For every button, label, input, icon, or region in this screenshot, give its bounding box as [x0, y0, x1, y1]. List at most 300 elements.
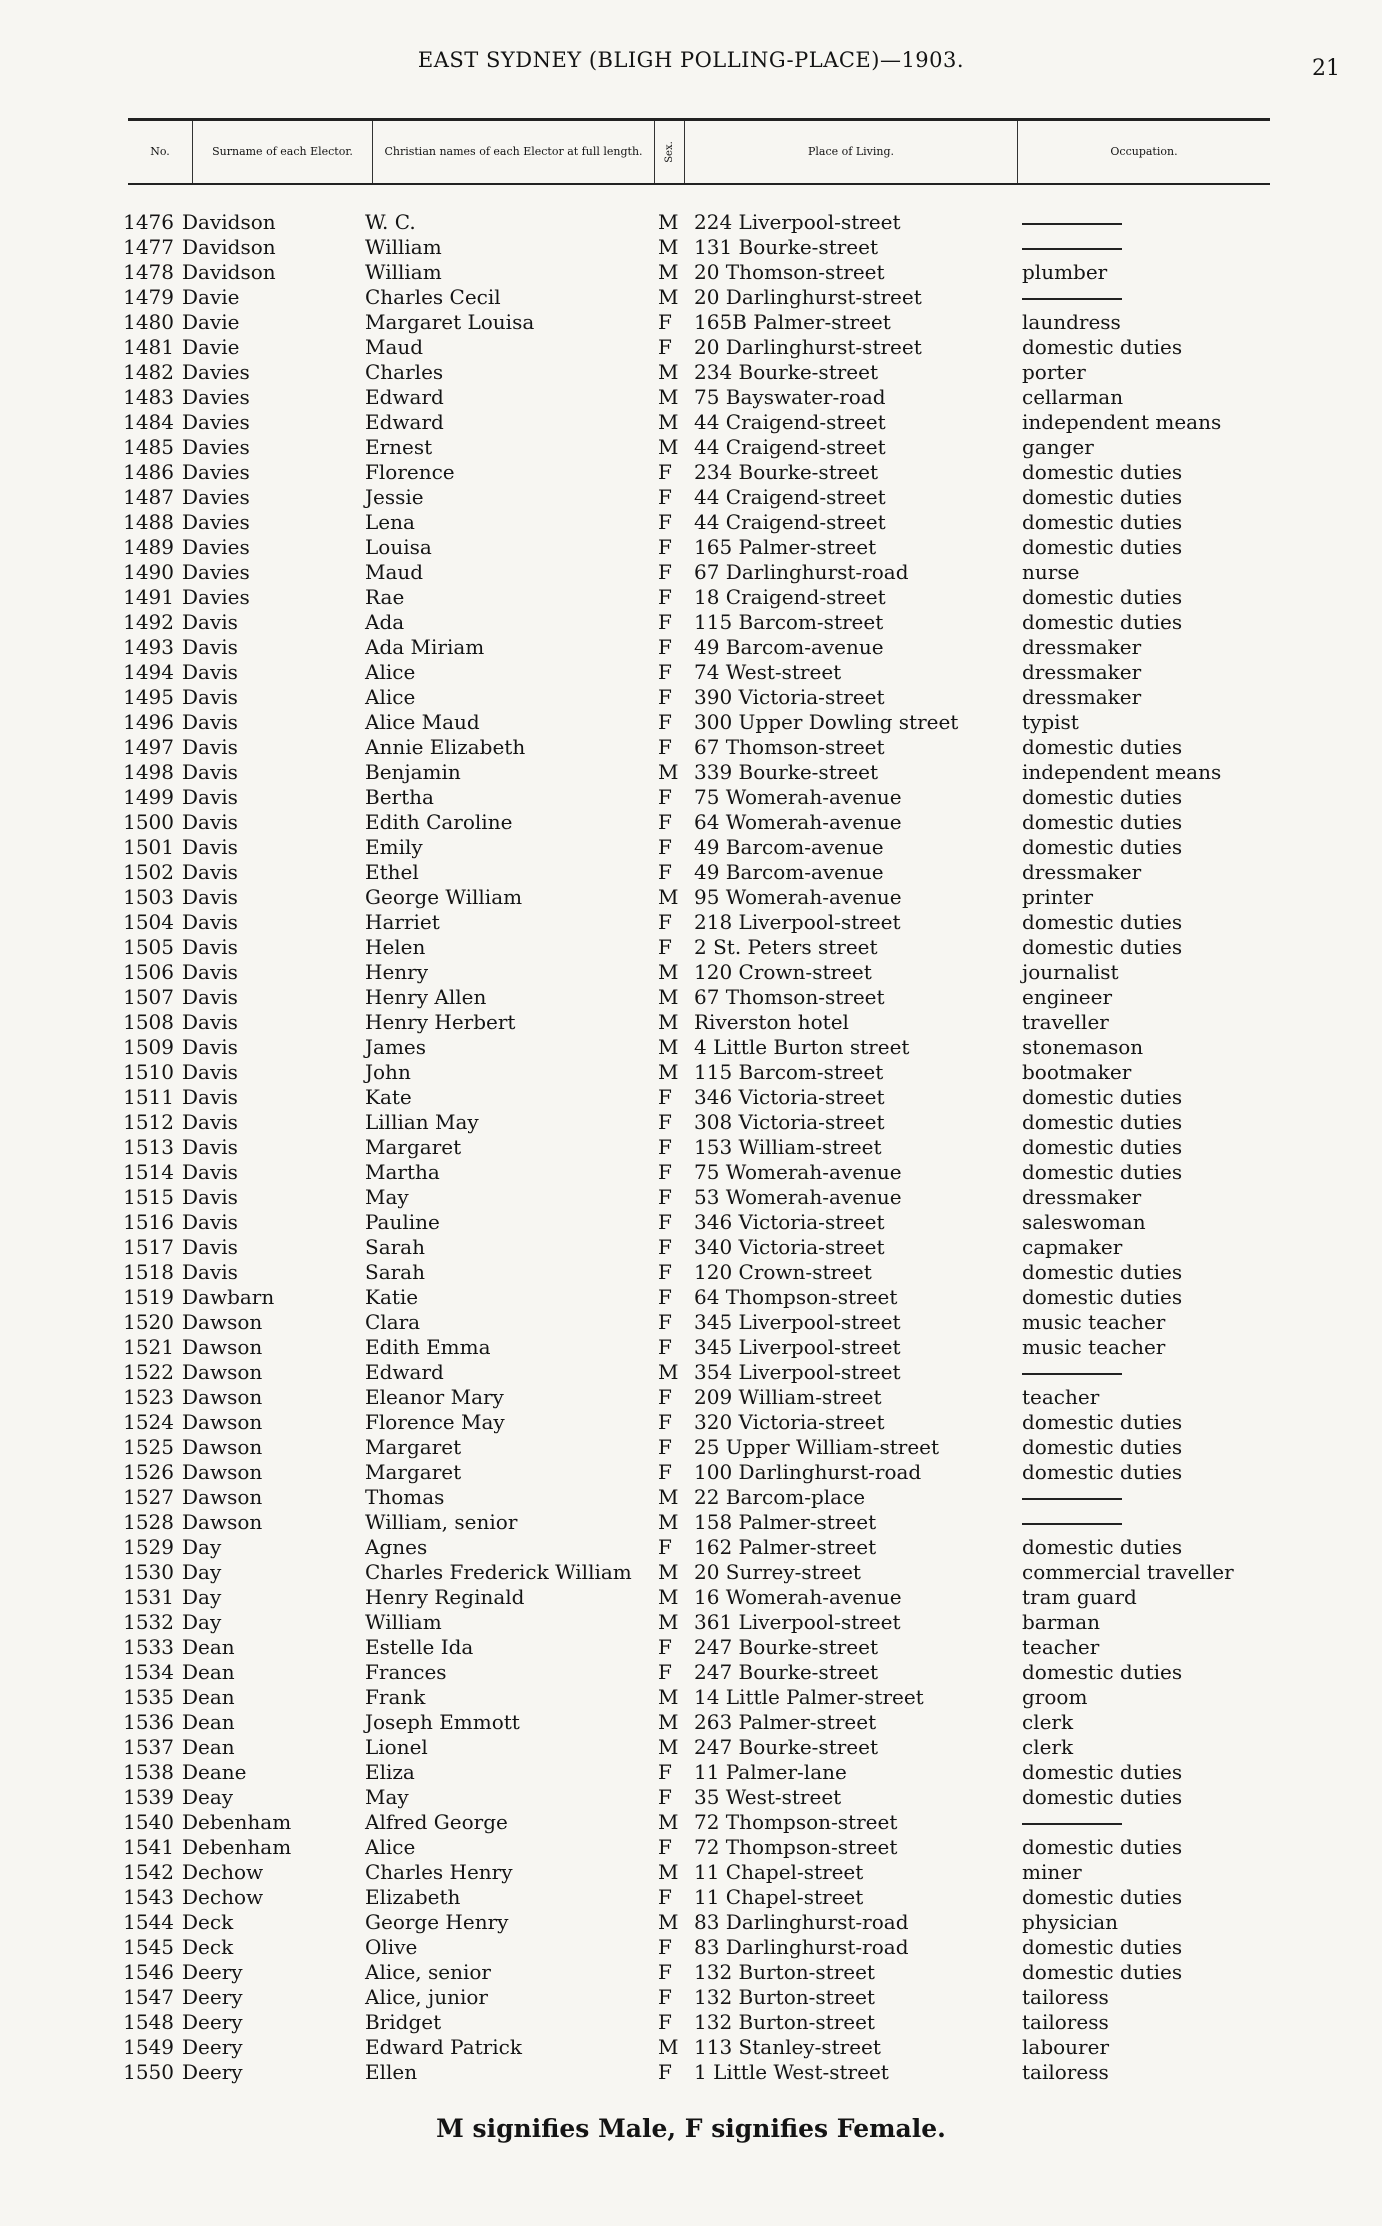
elector-place: 361 Liverpool-street [694, 1610, 901, 1634]
elector-sex: M [658, 985, 679, 1009]
elector-surname: Davis [182, 735, 238, 759]
elector-occupation: tailoress [1022, 1985, 1109, 2009]
elector-christian-names: W. C. [365, 210, 416, 234]
table-row [0, 285, 1382, 310]
elector-sex: F [658, 1985, 672, 2009]
blank-occupation-rule [1022, 1373, 1122, 1375]
elector-place: 4 Little Burton street [694, 1035, 910, 1059]
elector-place: 22 Barcom-place [694, 1485, 866, 1509]
elector-surname: Davis [182, 935, 238, 959]
elector-surname: Dawbarn [182, 1285, 275, 1309]
table-row [0, 935, 1382, 960]
table-row [0, 2060, 1382, 2085]
table-row [0, 1860, 1382, 1885]
elector-sex: M [658, 1735, 679, 1759]
elector-number: 1494 [123, 660, 174, 684]
elector-place: 67 Thomson-street [694, 985, 885, 1009]
elector-sex: F [658, 1885, 672, 1909]
elector-surname: Dawson [182, 1335, 263, 1359]
elector-occupation: barman [1022, 1610, 1101, 1634]
table-row [0, 610, 1382, 635]
elector-surname: Davis [182, 710, 238, 734]
elector-surname: Davis [182, 810, 238, 834]
elector-christian-names: Agnes [365, 1535, 428, 1559]
table-row [0, 1960, 1382, 1985]
elector-number: 1510 [123, 1060, 174, 1084]
elector-place: 247 Bourke-street [694, 1635, 878, 1659]
elector-number: 1511 [123, 1085, 174, 1109]
table-row [0, 485, 1382, 510]
elector-place: 131 Bourke-street [694, 235, 878, 259]
elector-surname: Davis [182, 960, 238, 984]
table-row [0, 1885, 1382, 1910]
elector-christian-names: Charles Cecil [365, 285, 501, 309]
elector-number: 1485 [123, 435, 174, 459]
elector-sex: F [658, 535, 672, 559]
elector-surname: Dechow [182, 1885, 264, 1909]
elector-occupation: domestic duties [1022, 1110, 1183, 1134]
table-row [0, 1810, 1382, 1835]
elector-surname: Dawson [182, 1310, 263, 1334]
elector-number: 1531 [123, 1585, 174, 1609]
elector-place: 300 Upper Dowling street [694, 710, 959, 734]
elector-surname: Davis [182, 1085, 238, 1109]
elector-number: 1503 [123, 885, 174, 909]
elector-sex: F [658, 1460, 672, 1484]
elector-christian-names: Maud [365, 560, 424, 584]
elector-christian-names: Sarah [365, 1235, 425, 1259]
table-row [0, 985, 1382, 1010]
elector-number: 1480 [123, 310, 174, 334]
elector-place: 53 Womerah-avenue [694, 1185, 902, 1209]
elector-christian-names: William [365, 235, 442, 259]
elector-sex: M [658, 260, 679, 284]
elector-occupation: dressmaker [1022, 635, 1142, 659]
elector-occupation: domestic duties [1022, 585, 1183, 609]
elector-sex: F [658, 1285, 672, 1309]
elector-number: 1520 [123, 1310, 174, 1334]
elector-christian-names: Joseph Emmott [365, 1710, 520, 1734]
elector-sex: F [658, 1410, 672, 1434]
elector-surname: Davies [182, 460, 250, 484]
table-row [0, 435, 1382, 460]
table-row [0, 1710, 1382, 1735]
elector-christian-names: Katie [365, 1285, 419, 1309]
elector-place: 14 Little Palmer-street [694, 1685, 924, 1709]
elector-sex: M [658, 885, 679, 909]
elector-christian-names: Maud [365, 335, 424, 359]
table-row [0, 1210, 1382, 1235]
elector-christian-names: Margaret [365, 1435, 462, 1459]
elector-sex: F [658, 1960, 672, 1984]
elector-occupation: domestic duties [1022, 1460, 1183, 1484]
table-row [0, 1185, 1382, 1210]
elector-occupation: music teacher [1022, 1335, 1166, 1359]
table-row [0, 685, 1382, 710]
elector-place: 44 Craigend-street [694, 410, 886, 434]
elector-number: 1550 [123, 2060, 174, 2084]
table-row [0, 1660, 1382, 1685]
elector-place: 44 Craigend-street [694, 510, 886, 534]
elector-christian-names: Alice [365, 660, 416, 684]
header-surname: Surname of each Elector. [193, 121, 373, 183]
page-title: EAST SYDNEY (BLIGH POLLING-PLACE)—1903. [417, 48, 965, 72]
elector-number: 1484 [123, 410, 174, 434]
elector-surname: Dean [182, 1635, 235, 1659]
table-row [0, 1635, 1382, 1660]
elector-occupation: groom [1022, 1685, 1088, 1709]
elector-christian-names: Margaret [365, 1460, 462, 1484]
elector-occupation: domestic duties [1022, 510, 1183, 534]
table-row [0, 860, 1382, 885]
elector-place: 25 Upper William-street [694, 1435, 940, 1459]
elector-occupation: journalist [1022, 960, 1119, 984]
elector-place: 165B Palmer-street [694, 310, 891, 334]
elector-surname: Davies [182, 535, 250, 559]
blank-occupation-rule [1022, 1823, 1122, 1825]
elector-number: 1496 [123, 710, 174, 734]
table-row [0, 660, 1382, 685]
elector-sex: F [658, 1635, 672, 1659]
elector-surname: Davidson [182, 235, 276, 259]
elector-sex: F [658, 860, 672, 884]
elector-sex: M [658, 1685, 679, 1709]
elector-christian-names: Henry [365, 960, 429, 984]
elector-occupation: domestic duties [1022, 1660, 1183, 1684]
elector-surname: Deck [182, 1910, 234, 1934]
elector-surname: Davis [182, 1235, 238, 1259]
elector-number: 1481 [123, 335, 174, 359]
elector-surname: Davis [182, 885, 238, 909]
elector-number: 1504 [123, 910, 174, 934]
elector-place: 162 Palmer-street [694, 1535, 877, 1559]
table-row [0, 1060, 1382, 1085]
elector-number: 1518 [123, 1260, 174, 1284]
elector-occupation: clerk [1022, 1710, 1074, 1734]
table-row [0, 2010, 1382, 2035]
table-row [0, 510, 1382, 535]
table-row [0, 235, 1382, 260]
elector-occupation: miner [1022, 1860, 1082, 1884]
elector-place: 234 Bourke-street [694, 360, 878, 384]
table-row [0, 1910, 1382, 1935]
elector-number: 1535 [123, 1685, 174, 1709]
elector-surname: Dawson [182, 1485, 263, 1509]
elector-sex: M [658, 1485, 679, 1509]
elector-occupation: domestic duties [1022, 910, 1183, 934]
header-sex [655, 121, 685, 183]
elector-surname: Davis [182, 685, 238, 709]
elector-place: 158 Palmer-street [694, 1510, 877, 1534]
elector-occupation: domestic duties [1022, 835, 1183, 859]
elector-number: 1533 [123, 1635, 174, 1659]
elector-christian-names: Kate [365, 1085, 412, 1109]
elector-place: 346 Victoria-street [694, 1085, 885, 1109]
elector-christian-names: Edward Patrick [365, 2035, 522, 2059]
elector-surname: Dawson [182, 1360, 263, 1384]
elector-number: 1528 [123, 1510, 174, 1534]
elector-place: 339 Bourke-street [694, 760, 878, 784]
elector-number: 1527 [123, 1485, 174, 1509]
elector-occupation: domestic duties [1022, 1885, 1183, 1909]
elector-christian-names: Edward [365, 385, 444, 409]
elector-surname: Davis [182, 1185, 238, 1209]
elector-number: 1517 [123, 1235, 174, 1259]
elector-place: 44 Craigend-street [694, 485, 886, 509]
elector-occupation: domestic duties [1022, 1785, 1183, 1809]
elector-surname: Davies [182, 585, 250, 609]
elector-occupation: independent means [1022, 410, 1222, 434]
elector-place: 320 Victoria-street [694, 1410, 885, 1434]
elector-number: 1530 [123, 1560, 174, 1584]
elector-number: 1499 [123, 785, 174, 809]
elector-christian-names: Edward [365, 1360, 444, 1384]
elector-place: 20 Thomson-street [694, 260, 885, 284]
elector-sex: F [658, 910, 672, 934]
elector-place: 263 Palmer-street [694, 1710, 877, 1734]
elector-christian-names: William, senior [365, 1510, 518, 1534]
table-row [0, 1285, 1382, 1310]
elector-sex: F [658, 585, 672, 609]
elector-sex: F [658, 835, 672, 859]
elector-occupation: teacher [1022, 1635, 1100, 1659]
elector-sex: M [658, 760, 679, 784]
elector-sex: F [658, 1660, 672, 1684]
elector-sex: M [658, 1060, 679, 1084]
elector-surname: Dean [182, 1735, 235, 1759]
elector-surname: Deane [182, 1760, 247, 1784]
elector-number: 1526 [123, 1460, 174, 1484]
elector-surname: Davies [182, 560, 250, 584]
elector-surname: Deery [182, 2060, 243, 2084]
elector-christian-names: Jessie [365, 485, 424, 509]
elector-occupation: independent means [1022, 760, 1222, 784]
elector-number: 1542 [123, 1860, 174, 1884]
elector-christian-names: Edward [365, 410, 444, 434]
elector-surname: Davies [182, 410, 250, 434]
elector-christian-names: Alfred George [365, 1810, 508, 1834]
elector-occupation: domestic duties [1022, 1410, 1183, 1434]
table-row [0, 1410, 1382, 1435]
elector-sex: F [658, 1235, 672, 1259]
elector-number: 1545 [123, 1935, 174, 1959]
blank-occupation-rule [1022, 298, 1122, 300]
elector-occupation: commercial traveller [1022, 1560, 1234, 1584]
blank-occupation-rule [1022, 223, 1122, 225]
elector-occupation: teacher [1022, 1385, 1100, 1409]
elector-christian-names: Frances [365, 1660, 447, 1684]
elector-sex: F [658, 1260, 672, 1284]
elector-number: 1529 [123, 1535, 174, 1559]
elector-occupation: tram guard [1022, 1585, 1137, 1609]
table-row [0, 1435, 1382, 1460]
elector-number: 1506 [123, 960, 174, 984]
elector-place: 44 Craigend-street [694, 435, 886, 459]
elector-sex: F [658, 935, 672, 959]
elector-surname: Dawson [182, 1435, 263, 1459]
elector-number: 1537 [123, 1735, 174, 1759]
table-row [0, 760, 1382, 785]
elector-place: 340 Victoria-street [694, 1235, 885, 1259]
elector-christian-names: Ellen [365, 2060, 418, 2084]
elector-number: 1479 [123, 285, 174, 309]
elector-surname: Davis [182, 910, 238, 934]
elector-christian-names: Alice Maud [365, 710, 480, 734]
elector-sex: F [658, 2010, 672, 2034]
table-row [0, 260, 1382, 285]
elector-surname: Davie [182, 310, 240, 334]
elector-occupation: domestic duties [1022, 1085, 1183, 1109]
elector-number: 1546 [123, 1960, 174, 1984]
elector-occupation: domestic duties [1022, 1760, 1183, 1784]
elector-christian-names: Margaret Louisa [365, 310, 535, 334]
elector-number: 1492 [123, 610, 174, 634]
elector-place: 11 Palmer-lane [694, 1760, 847, 1784]
elector-place: 113 Stanley-street [694, 2035, 881, 2059]
elector-occupation [1022, 210, 1122, 235]
elector-place: 132 Burton-street [694, 1985, 875, 2009]
elector-place: 16 Womerah-avenue [694, 1585, 902, 1609]
table-row [0, 385, 1382, 410]
blank-occupation-rule [1022, 1498, 1122, 1500]
elector-christian-names: Thomas [365, 1485, 445, 1509]
elector-occupation: tailoress [1022, 2010, 1109, 2034]
elector-surname: Davie [182, 335, 240, 359]
elector-number: 1549 [123, 2035, 174, 2059]
elector-christian-names: Lionel [365, 1735, 428, 1759]
elector-place: 115 Barcom-street [694, 1060, 884, 1084]
elector-occupation: printer [1022, 885, 1094, 909]
elector-sex: F [658, 660, 672, 684]
elector-surname: Davis [182, 1035, 238, 1059]
elector-place: 11 Chapel-street [694, 1860, 864, 1884]
elector-christian-names: Edith Caroline [365, 810, 513, 834]
blank-occupation-rule [1022, 1523, 1122, 1525]
elector-number: 1513 [123, 1135, 174, 1159]
elector-christian-names: John [365, 1060, 411, 1084]
elector-sex: F [658, 1835, 672, 1859]
elector-sex: F [658, 335, 672, 359]
elector-christian-names: Ernest [365, 435, 433, 459]
elector-number: 1490 [123, 560, 174, 584]
elector-sex: F [658, 1310, 672, 1334]
elector-sex: F [658, 785, 672, 809]
table-row [0, 1010, 1382, 1035]
table-row [0, 1235, 1382, 1260]
elector-occupation: saleswoman [1022, 1210, 1146, 1234]
elector-occupation: domestic duties [1022, 1435, 1183, 1459]
elector-occupation: domestic duties [1022, 1535, 1183, 1559]
elector-occupation: laundress [1022, 310, 1121, 334]
elector-occupation: domestic duties [1022, 1960, 1183, 1984]
elector-occupation: music teacher [1022, 1310, 1166, 1334]
elector-number: 1505 [123, 935, 174, 959]
table-row [0, 1785, 1382, 1810]
elector-surname: Dawson [182, 1410, 263, 1434]
elector-sex: M [658, 1035, 679, 1059]
elector-christian-names: Ethel [365, 860, 419, 884]
elector-place: 390 Victoria-street [694, 685, 885, 709]
elector-place: 224 Liverpool-street [694, 210, 901, 234]
elector-christian-names: Alice [365, 685, 416, 709]
elector-sex: F [658, 735, 672, 759]
elector-place: 345 Liverpool-street [694, 1310, 901, 1334]
elector-occupation: labourer [1022, 2035, 1110, 2059]
elector-sex: F [658, 1935, 672, 1959]
elector-christian-names: Sarah [365, 1260, 425, 1284]
elector-occupation: typist [1022, 710, 1079, 734]
elector-occupation: engineer [1022, 985, 1113, 1009]
elector-number: 1516 [123, 1210, 174, 1234]
elector-christian-names: Henry Reginald [365, 1585, 525, 1609]
elector-sex: M [658, 410, 679, 434]
elector-number: 1477 [123, 235, 174, 259]
table-row [0, 1935, 1382, 1960]
elector-occupation: dressmaker [1022, 1185, 1142, 1209]
table-row [0, 1585, 1382, 1610]
elector-place: 49 Barcom-avenue [694, 635, 884, 659]
elector-surname: Davies [182, 435, 250, 459]
elector-surname: Davis [182, 635, 238, 659]
elector-place: 35 West-street [694, 1785, 842, 1809]
header-christian: Christian names of each Elector at full length. [373, 121, 655, 183]
elector-sex: M [658, 1585, 679, 1609]
elector-number: 1507 [123, 985, 174, 1009]
elector-christian-names: Charles [365, 360, 444, 384]
elector-sex: F [658, 1760, 672, 1784]
elector-surname: Davies [182, 485, 250, 509]
elector-surname: Dechow [182, 1860, 264, 1884]
elector-number: 1476 [123, 210, 174, 234]
table-row [0, 2035, 1382, 2060]
elector-occupation [1022, 285, 1122, 310]
table-row [0, 785, 1382, 810]
elector-sex: F [658, 1210, 672, 1234]
table-row [0, 1560, 1382, 1585]
elector-sex: M [658, 385, 679, 409]
elector-christian-names: Martha [365, 1160, 440, 1184]
table-row [0, 1760, 1382, 1785]
elector-place: 75 Womerah-avenue [694, 785, 902, 809]
elector-occupation: porter [1022, 360, 1086, 384]
elector-surname: Davis [182, 1060, 238, 1084]
elector-occupation: domestic duties [1022, 735, 1183, 759]
elector-occupation: domestic duties [1022, 1835, 1183, 1859]
table-row [0, 335, 1382, 360]
elector-occupation: domestic duties [1022, 460, 1183, 484]
elector-christian-names: William [365, 260, 442, 284]
header-place: Place of Living. [685, 121, 1018, 183]
elector-number: 1487 [123, 485, 174, 509]
elector-surname: Davis [182, 1210, 238, 1234]
elector-occupation: tailoress [1022, 2060, 1109, 2084]
table-row [0, 1110, 1382, 1135]
table-row [0, 1460, 1382, 1485]
header-sex-label: Sex. [663, 141, 675, 163]
elector-sex: F [658, 1335, 672, 1359]
elector-sex: F [658, 1185, 672, 1209]
elector-number: 1508 [123, 1010, 174, 1034]
header-no: No. [128, 121, 193, 183]
elector-occupation: domestic duties [1022, 1935, 1183, 1959]
table-row [0, 835, 1382, 860]
elector-surname: Davies [182, 360, 250, 384]
table-row [0, 885, 1382, 910]
table-row [0, 1485, 1382, 1510]
elector-place: 234 Bourke-street [694, 460, 878, 484]
elector-sex: F [658, 1160, 672, 1184]
elector-occupation: dressmaker [1022, 660, 1142, 684]
